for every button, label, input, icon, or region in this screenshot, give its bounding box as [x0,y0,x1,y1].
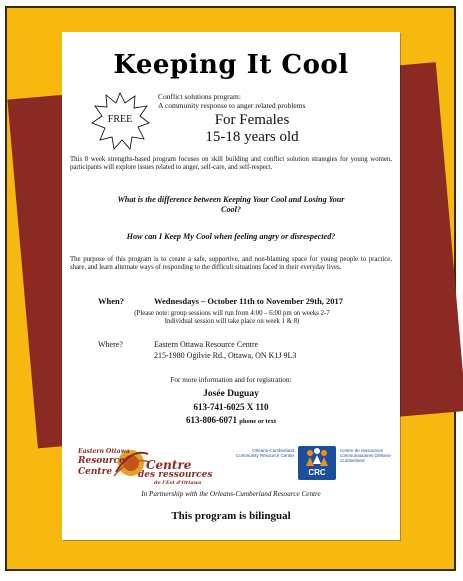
info-label: For more information and for registration: [170,376,292,384]
schedule-note-2: Individual session will take place on week 1 & 8) [164,318,300,325]
audience-line-1: For Females [214,112,290,128]
location-name: Eastern Ottawa Resource Centre [154,340,259,349]
schedule-note-1: (Please note: group sessions will run from 4:00 – 6:00 pm on weeks 2-7 [134,310,330,317]
phone-secondary-number: 613-806-6071 [186,415,238,425]
eorc-line-1: Eastern Ottawa [78,448,130,455]
eorc-logo [78,442,228,486]
eorc-fr-3: de l'Est d'Ottawa [154,480,202,486]
audience [152,112,352,146]
location-address: 215-1980 Ogilvie Rd., Ottawa, ON K1J 9L3 [154,351,297,360]
flyer-sheet [62,32,400,540]
program-line-1: Conflict solutions program: [158,92,241,101]
program-description [158,92,388,110]
phone-primary: 613-741-6025 X 110 [193,402,269,412]
program-paragraph: This 8 week strengths-based program focuses on skill building and conflict solution strategies for young women, participants will explore issues related to anger, self-care, and self-respect. [70,156,392,172]
purpose-paragraph: The purpose of this program is to create a safe, supportive, and non-blaming space for young people to practice, share, and learn alternate ways of responding to the difficult situations faced in their everyday lives. [70,256,392,272]
eorc-fr-2: des ressources [138,470,213,480]
crc-logo [232,446,392,486]
free-label: FREE [107,114,133,125]
crc-badge [298,446,336,480]
phone-secondary [62,415,400,425]
contact-name: Josée Duguay [203,389,259,399]
where-label: Where? [98,340,123,349]
bilingual-note: This program is bilingual [171,510,291,522]
eorc-line-3: Centre [78,467,113,477]
crc-english-name: Orléans-Cumberland Community Resource Centre [235,448,294,459]
crc-abbreviation: CRC [308,468,326,477]
partnership-note: In Partnership with the Orleans-Cumberland Resource Centre [141,490,321,498]
free-badge [90,92,150,150]
phone-secondary-suffix: phone or text [239,418,276,425]
when-label: When? [98,296,124,306]
audience-line-2: 15-18 years old [205,129,299,145]
flyer-title: Keeping It Cool [113,50,349,80]
when-value: Wednesdays – October 11th to November 29th, 2017 [154,296,344,306]
question-one: What is the difference between Keeping Your Cool and Losing Your Cool? [117,195,345,214]
eorc-fr-1: Centre [146,458,192,472]
program-line-2: A community response to anger related problems [158,101,306,110]
question-two: How can I Keep My Cool when feeling angry or disrespected? [126,232,336,241]
eorc-line-2: Resource [78,456,125,466]
crc-french-name: Centre de ressources communautaires Orléans-Cumberland [340,448,392,464]
